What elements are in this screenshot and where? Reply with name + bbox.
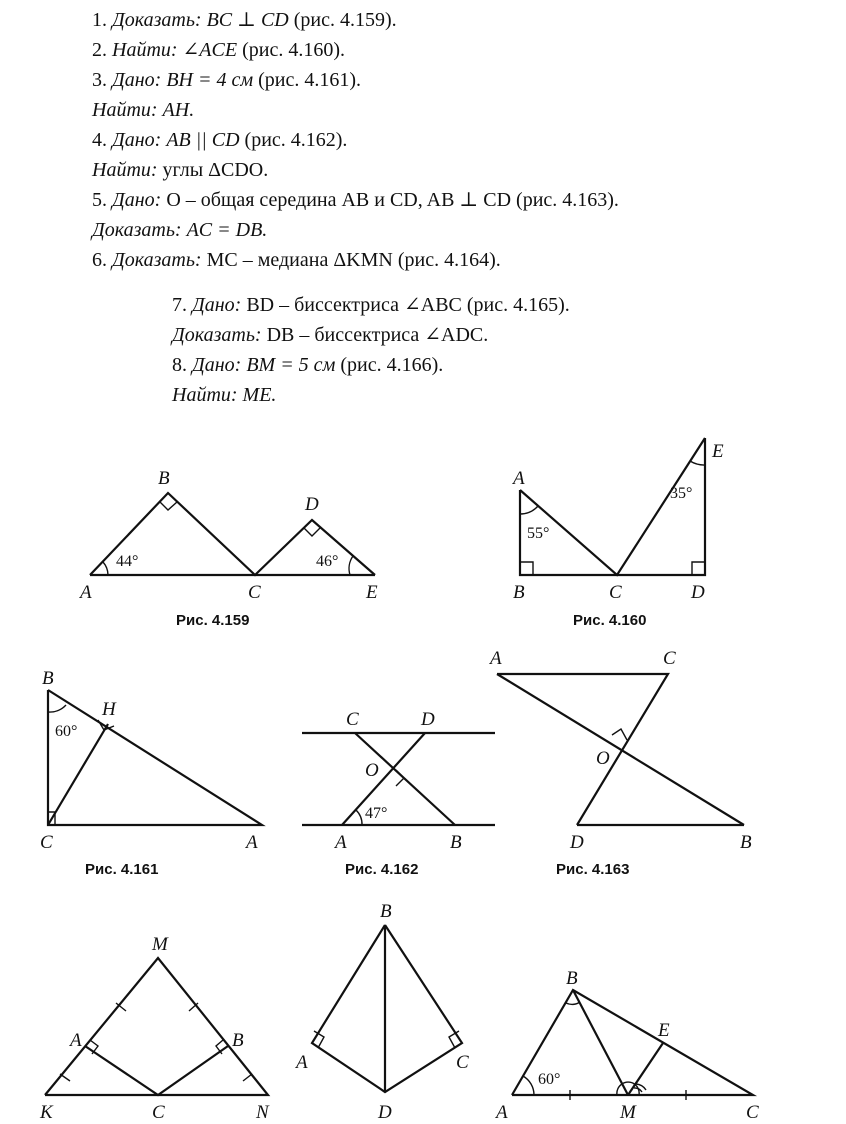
fig166-label-a: A xyxy=(496,1102,508,1123)
problem-text: углы ΔCDO. xyxy=(157,159,269,181)
fig160-label-e: E xyxy=(712,441,724,462)
problem-ref: (рис. 4.159). xyxy=(288,9,397,31)
fig160-frame xyxy=(520,438,705,575)
problem-ref: (рис. 4.165). xyxy=(461,294,570,316)
fig159-arc-a xyxy=(103,562,108,575)
fig162-label-c: C xyxy=(346,709,359,730)
problem-number: 1. xyxy=(92,9,107,31)
problem-label: Доказать: xyxy=(112,249,202,271)
fig163-label-o: O xyxy=(596,748,610,769)
fig163-label-c: C xyxy=(663,648,676,669)
figure-4-161 xyxy=(40,668,262,878)
problem-label: Найти: xyxy=(92,99,158,121)
fig159-arc-e xyxy=(349,556,353,575)
fig160-caption: Рис. 4.160 xyxy=(573,612,647,629)
fig165-label-c: C xyxy=(456,1052,469,1073)
figure-4-164 xyxy=(39,934,270,1123)
fig164-label-c: C xyxy=(152,1102,165,1123)
fig160-arc-a xyxy=(520,506,538,514)
fig162-label-o: O xyxy=(365,760,379,781)
problem-number: 7. xyxy=(172,294,187,316)
fig160-angle-55: 55° xyxy=(527,525,550,542)
problem-label: Дано: xyxy=(192,354,242,376)
problem-number: 5. xyxy=(92,189,107,211)
fig163-zig xyxy=(497,674,668,825)
problem-ref: (рис. 4.164). xyxy=(392,249,501,271)
fig161-right-angle-h xyxy=(98,720,114,730)
fig164-label-b: B xyxy=(232,1030,244,1051)
fig160-label-b: B xyxy=(513,582,525,603)
fig159-label-c: C xyxy=(248,582,261,603)
figure-4-162 xyxy=(302,709,495,878)
fig164-label-a: A xyxy=(70,1030,82,1051)
fig165-label-a: A xyxy=(296,1052,308,1073)
fig161-triangle xyxy=(48,690,262,825)
fig166-label-e: E xyxy=(658,1020,670,1041)
problem-label: Доказать: xyxy=(172,324,262,346)
fig163-diagonal xyxy=(497,674,744,825)
fig160-angle-35: 35° xyxy=(670,485,693,502)
fig162-arc-a xyxy=(356,810,362,825)
figure-4-165 xyxy=(294,901,469,1123)
problem-label: Дано: xyxy=(192,294,242,316)
fig166-label-c: C xyxy=(746,1102,759,1123)
fig160-label-a: A xyxy=(513,468,525,489)
fig166-label-m: M xyxy=(620,1102,636,1123)
fig159-right-angle-b xyxy=(160,502,177,510)
fig161-caption: Рис. 4.161 xyxy=(85,861,159,878)
fig161-label-h: H xyxy=(102,699,116,720)
problem-number: 2. xyxy=(92,39,107,61)
problem-text: BD – биссектриса ∠ABC xyxy=(241,294,462,316)
fig159-angle-44: 44° xyxy=(116,553,139,570)
fig164-right-angle-a xyxy=(90,1040,98,1054)
problem-number: 6. xyxy=(92,249,107,271)
fig162-label-b: B xyxy=(450,832,462,853)
problem-ref: (рис. 4.163). xyxy=(511,189,619,211)
problem-label: Найти: xyxy=(172,384,238,406)
fig162-angle-47: 47° xyxy=(365,805,388,822)
problem-number: 3. xyxy=(92,69,107,91)
problem-text: MC – медиана ΔKMN xyxy=(201,249,393,271)
fig164-label-m: M xyxy=(152,934,168,955)
fig163-label-a: A xyxy=(490,648,502,669)
fig165-kite xyxy=(312,925,462,1092)
fig162-label-d: D xyxy=(421,709,435,730)
fig162-label-a: A xyxy=(335,832,347,853)
figure-4-166 xyxy=(494,968,759,1123)
problem-text: AH. xyxy=(157,99,195,121)
problem-text: BH = 4 см xyxy=(161,69,254,91)
problem-text: BC ⊥ CD xyxy=(201,9,289,31)
fig162-caption: Рис. 4.162 xyxy=(345,861,419,878)
fig164-label-k: K xyxy=(40,1102,53,1123)
fig161-label-c: C xyxy=(40,832,53,853)
fig163-label-d: D xyxy=(570,832,584,853)
fig160-label-c: C xyxy=(609,582,622,603)
problem-label: Дано: xyxy=(112,69,162,91)
fig164-perpendiculars xyxy=(85,1046,228,1095)
fig160-label-d: D xyxy=(691,582,705,603)
problem-text: BM = 5 см xyxy=(241,354,336,376)
fig163-caption: Рис. 4.163 xyxy=(556,861,630,878)
problem-label: Доказать: xyxy=(92,219,182,241)
fig166-arc-b xyxy=(566,1002,580,1004)
fig159-angle-46: 46° xyxy=(316,553,339,570)
fig163-label-b: B xyxy=(740,832,752,853)
problem-text: ME. xyxy=(237,384,277,406)
fig164-tick-4 xyxy=(243,1074,252,1081)
problem-text: AC = DB. xyxy=(181,219,268,241)
problem-label: Найти: xyxy=(92,159,158,181)
fig166-arc-m-2 xyxy=(634,1088,642,1092)
fig159-label-e: E xyxy=(366,582,378,603)
fig164-tick-3 xyxy=(60,1074,70,1081)
problem-text: O – общая середина AB и CD, AB ⊥ CD xyxy=(161,189,512,211)
problem-label: Дано: xyxy=(112,129,162,151)
fig165-label-d: D xyxy=(378,1102,392,1123)
problem-ref: (рис. 4.162). xyxy=(239,129,348,151)
problem-label: Найти: xyxy=(112,39,178,61)
fig164-triangle xyxy=(45,958,268,1095)
fig159-label-a: A xyxy=(80,582,92,603)
fig161-arc-b xyxy=(48,705,66,712)
problem-ref: (рис. 4.166). xyxy=(335,354,444,376)
problem-text: ∠ACE xyxy=(177,39,238,61)
problem-ref: (рис. 4.160). xyxy=(237,39,345,61)
fig165-label-b: B xyxy=(380,901,392,922)
problem-label: Доказать: xyxy=(112,9,202,31)
fig163-right-angle-o xyxy=(612,729,627,740)
fig166-segment-me xyxy=(628,1043,663,1095)
figure-4-163 xyxy=(488,648,752,878)
figure-4-160 xyxy=(511,438,724,629)
problem-number: 8. xyxy=(172,354,187,376)
fig160-right-angle-d xyxy=(692,562,705,575)
fig161-angle-60: 60° xyxy=(55,723,78,740)
fig166-label-b: B xyxy=(566,968,578,989)
fig166-arc-a xyxy=(523,1076,534,1095)
fig160-right-angle-b xyxy=(520,562,533,575)
fig159-label-b: B xyxy=(158,468,170,489)
fig159-label-d: D xyxy=(305,494,319,515)
problem-number: 4. xyxy=(92,129,107,151)
problem-ref: (рис. 4.161). xyxy=(253,69,362,91)
figure-4-159 xyxy=(78,468,378,629)
problem-label: Дано: xyxy=(112,189,162,211)
fig159-caption: Рис. 4.159 xyxy=(176,612,250,629)
fig166-angle-60: 60° xyxy=(538,1071,561,1088)
fig164-label-n: N xyxy=(256,1102,269,1123)
fig159-right-angle-d xyxy=(304,528,320,536)
fig160-arc-e xyxy=(690,461,705,465)
fig161-label-a: A xyxy=(246,832,258,853)
problem-text: AB || CD xyxy=(161,129,240,151)
fig161-label-b: B xyxy=(42,668,54,689)
fig160-inner xyxy=(520,438,705,575)
problem-text: DB – биссектриса ∠ADC. xyxy=(261,324,489,346)
